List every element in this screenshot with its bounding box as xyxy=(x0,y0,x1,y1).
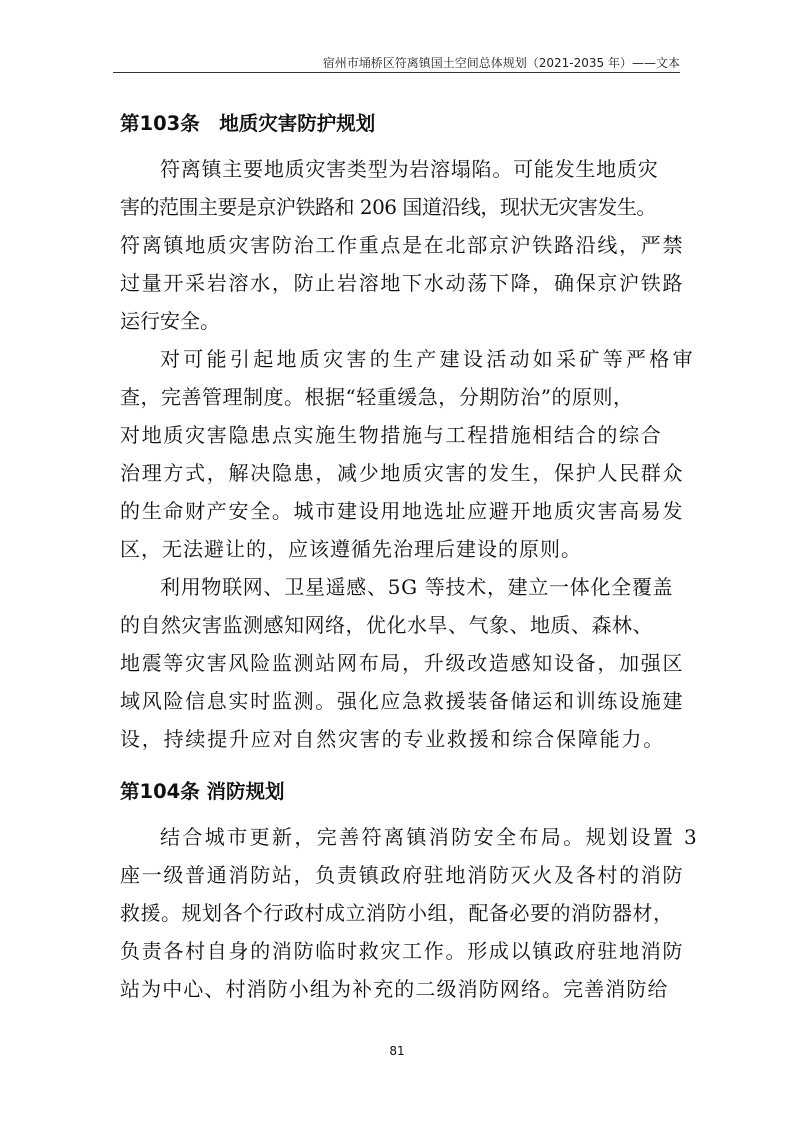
text-line: 站为中心、村消防小组为补充的二级消防网络。完善消防给 xyxy=(120,977,669,1001)
text-line: 治理方式，解决隐患，减少地质灾害的发生，保护人民群众 xyxy=(120,461,685,485)
text-line: 域风险信息实时监测。强化应急救援装备储运和训练设施建 xyxy=(120,689,685,713)
header-rule xyxy=(113,72,680,73)
text-line: 救援。规划各个行政村成立消防小组，配备必要的消防器材， xyxy=(120,901,674,925)
article-104-title: 第104条 消防规划 xyxy=(120,780,285,803)
header-title: 宿州市埇桥区符离镇国土空间总体规划（2021-2035 年）——文本 xyxy=(322,56,680,70)
text-line: 对可能引起地质灾害的生产建设活动如采矿等严格审 xyxy=(160,347,696,371)
text-line: 过量开采岩溶水，防止岩溶地下水动荡下降，确保京沪铁路 xyxy=(120,271,685,295)
text-line: 对地质灾害隐患点实施生物措施与工程措施相结合的综合 xyxy=(120,423,663,447)
page-number: 81 xyxy=(389,1044,405,1058)
text-line: 利用物联网、卫星遥感、5G 等技术，建立一体化全覆盖 xyxy=(160,575,674,599)
text-line: 的生命财产安全。城市建设用地选址应避开地质灾害高易发 xyxy=(120,499,685,523)
text-line: 地震等灾害风险监测站网布局，升级改造感知设备，加强区 xyxy=(120,651,685,675)
text-line: 符离镇地质灾害防治工作重点是在北部京沪铁路沿线，严禁 xyxy=(120,233,685,257)
text-line: 查，完善管理制度。根据“轻重缓急，分期防治”的原则， xyxy=(120,385,634,409)
text-line: 的自然灾害监测感知网络，优化水旱、气象、地质、森林、 xyxy=(120,613,653,637)
text-line: 运行安全。 xyxy=(120,309,220,333)
text-line: 负责各村自身的消防临时救灾工作。形成以镇政府驻地消防 xyxy=(120,939,685,963)
text-line: 符离镇主要地质灾害类型为岩溶塌陷。可能发生地质灾 xyxy=(160,157,659,181)
text-line: 区，无法避让的，应该遵循先治理后建设的原则。 xyxy=(120,537,582,561)
text-line: 座一级普通消防站，负责镇政府驻地消防灭火及各村的消防 xyxy=(120,863,685,887)
text-line: 害的范围主要是京沪铁路和 206 国道沿线，现状无灾害发生。 xyxy=(120,195,656,219)
article-103-title: 第103条 地质灾害防护规划 xyxy=(120,112,376,135)
text-line: 结合城市更新，完善符离镇消防安全布局。规划设置 3 xyxy=(160,825,700,849)
running-header xyxy=(113,52,680,72)
text-line: 设，持续提升应对自然灾害的专业救援和综合保障能力。 xyxy=(120,727,665,751)
